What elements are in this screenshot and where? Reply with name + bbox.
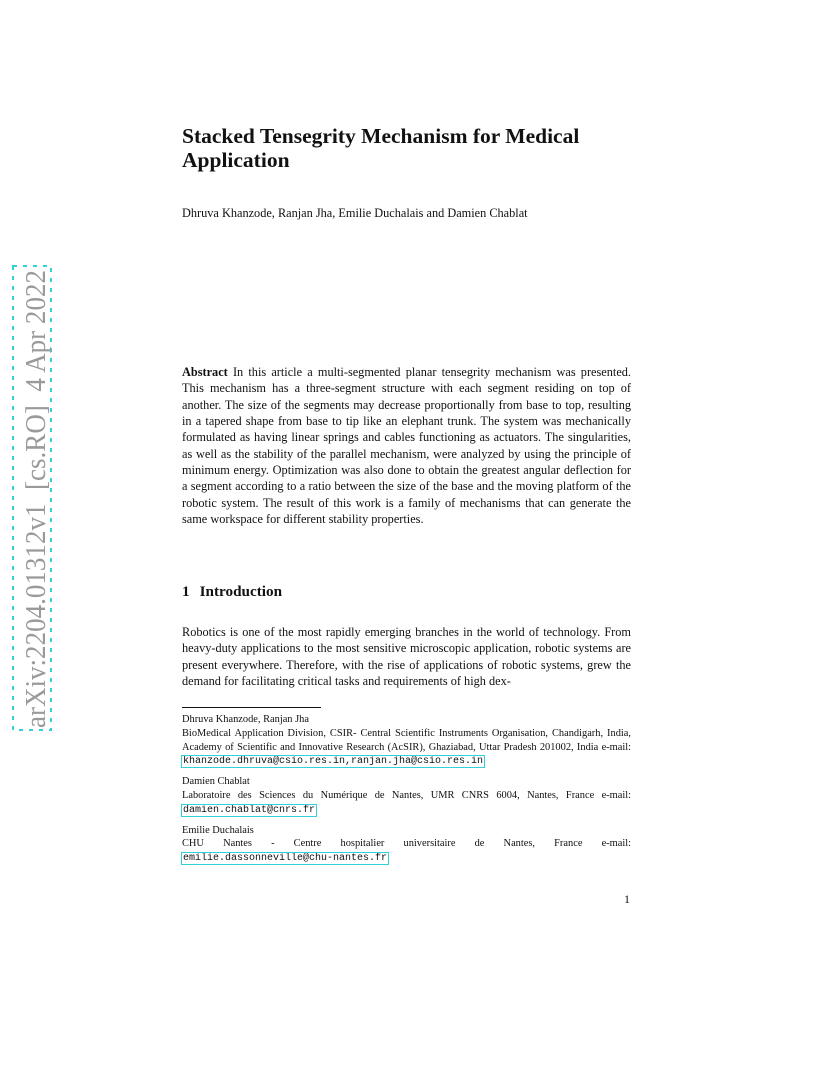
abstract [182, 364, 631, 527]
section-number: 1 [182, 583, 190, 600]
footnote-author-names: Emilie Duchalais [182, 824, 254, 836]
footnote-affiliation [182, 713, 631, 769]
abstract-heading: Abstract [182, 365, 228, 379]
footnote-affiliation [182, 824, 631, 866]
arxiv-stamp-graphic [0, 0, 70, 1072]
paper-title: Stacked Tensegrity Mechanism for Medical Application [182, 124, 580, 172]
footnote-email-line [182, 851, 631, 866]
email-link[interactable]: emilie.dassonneville@chu-nantes.fr [183, 853, 388, 865]
footnote-affiliation-text [182, 789, 631, 818]
section-heading [182, 583, 282, 601]
page-number: 1 [624, 892, 630, 906]
footnote-affiliation-text: CHU Nantes - Centre hospitalier universitaire de Nantes, France e-mail: [182, 838, 631, 850]
footnote-rule [182, 707, 321, 708]
introduction-paragraph: Robotics is one of the most rapidly emerging branches in the world of technology. From heavy-duty applications to the most sensitive microscopic application, robotic systems are present everywhere. Therefore, with the rise of applications of robotic systems, grew the demand for facilitating critical tasks and requirements of high dex- [182, 625, 631, 688]
arxiv-id-text: arXiv:2204.01312v1 [cs.RO] 4 Apr 2022 [21, 245, 52, 728]
affiliation-text: BioMedical Application Division, CSIR- Central Scientific Instruments Organisation, Chandigarh, India, Academy of Scientific and Innovative Research (AcSIR), Ghaziabad, Uttar Pradesh 201002, India e-mail: [182, 727, 631, 753]
affiliation-text: Laboratoire des Sciences du Numérique de Nantes, UMR CNRS 6004, Nantes, France e-mail: [182, 789, 631, 801]
footnote-affiliation-text [182, 727, 631, 769]
author-list: Dhruva Khanzode, Ranjan Jha, Emilie Duchalais and Damien Chablat [182, 206, 528, 220]
arxiv-stamp[interactable] [0, 0, 70, 1072]
abstract-text: In this article a multi-segmented planar tensegrity mechanism was presented. This mechanism has a three-segment structure with each segment residing on top of another. The size of the segments may decrease proportionally from base to top, resulting in a tapered shape from base to tip like an elephant trunk. The system was mechanically formulated as having linear springs and cables functioning as actuators. The singularities, as well as the stability of the parallel mechanism, were analyzed by using the principle of minimum energy. Optimization was also done to obtain the greatest angular deflection for a segment according to a ratio between the size of the base and the moving platform of the robotic system. The result of this work is a family of mechanisms that can generate the same workspace for different stability properties. [182, 365, 631, 527]
email-link[interactable]: khanzode.dhruva@csio.res.in,ranjan.jha@csio.res.in [183, 756, 484, 768]
footnote-affiliation [182, 775, 631, 817]
footnote-author-names: Dhruva Khanzode, Ranjan Jha [182, 714, 309, 725]
footnotes [182, 713, 631, 872]
email-link[interactable]: damien.chablat@cnrs.fr [183, 804, 316, 816]
footnote-author-names: Damien Chablat [182, 776, 250, 788]
section-title: Introduction [199, 583, 283, 600]
